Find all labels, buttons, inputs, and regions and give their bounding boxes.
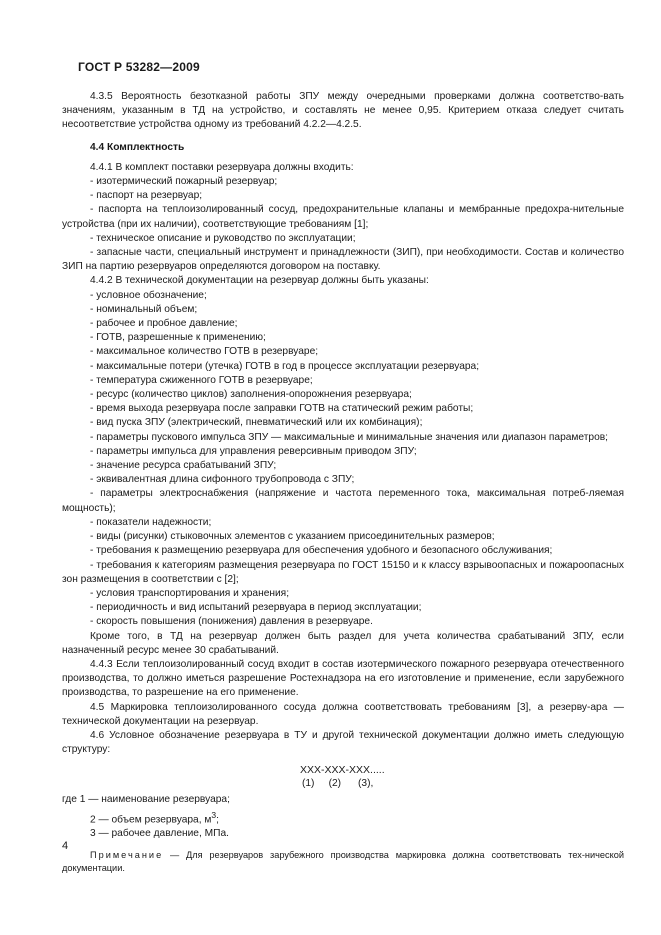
list-item: - запасные части, специальный инструмент и принадлежности (ЗИП), при необходимости. Состав и количество ЗИП на партию резервуаров определяются договором на поставку. bbox=[62, 247, 624, 273]
list-item: - значение ресурса срабатываний ЗПУ; bbox=[90, 460, 277, 472]
legend-item-1: где 1 — наименование резервуара; bbox=[62, 794, 230, 806]
list-item: - параметры импульса для управления реверсивным приводом ЗПУ; bbox=[90, 445, 417, 457]
list-item: - условия транспортирования и хранения; bbox=[90, 587, 290, 599]
section-title-4-4: 4.4 Комплектность bbox=[90, 141, 185, 153]
list-item: - рабочее и пробное давление; bbox=[90, 318, 238, 330]
paragraph-4-3-5: 4.3.5 Вероятность безотказной работы ЗПУ между очередными проверками должна соответство-вать значениям, указанным в ТД на устройство, и составлять не менее 0,95. Критерием отказа следует считать несоответствие устройства одному из требований 4.2.2—4.2.5. bbox=[62, 91, 624, 131]
paragraph-4-4-3: 4.4.3 Если теплоизолированный сосуд входит в состав изотермического пожарного резервуара отечественного производства, то должно иметься разрешение Ростехнадзора на его изготовление и применение, если зарубежного производства, то разрешение на его применение. bbox=[62, 658, 624, 699]
list-item: - требования к категориям размещения резервуара по ГОСТ 15150 и к классу взрывоопасных и пожароопасных зон размещения в соответствии с [2]; bbox=[62, 559, 624, 585]
designation-part-numbers: (1) (2) (3), bbox=[302, 778, 374, 790]
list-item: - паспорта на теплоизолированный сосуд, предохранительные клапаны и мембранные предохра-нительные устройства (при их наличии), соответствующие требованиям [1]; bbox=[62, 204, 624, 230]
list-item: - максимальные потери (утечка) ГОТВ в год в процессе эксплуатации резервуара; bbox=[90, 360, 480, 372]
list-item: - показатели надежности; bbox=[90, 516, 212, 528]
page-header: ГОСТ Р 53282—2009 bbox=[78, 60, 200, 74]
list-item: - требования к размещению резервуара для обеспечения удобного и безопасного обслуживания; bbox=[90, 545, 553, 557]
list-item: - паспорт на резервуар; bbox=[90, 190, 203, 202]
list-item: - температура сжиженного ГОТВ в резервуаре; bbox=[90, 374, 313, 386]
note bbox=[62, 849, 624, 874]
list-item: - виды (рисунки) стыковочных элементов с указанием присоединительных размеров; bbox=[90, 531, 495, 543]
paragraph-4-5: 4.5 Маркировка теплоизолированного сосуда должна соответствовать требованиям [3], а резерву-ара — технической документации на резервуар. bbox=[62, 701, 624, 727]
list-item: - условное обозначение; bbox=[90, 289, 207, 301]
note-label: Примечание bbox=[90, 850, 164, 861]
list-item: - вид пуска ЗПУ (электрический, пневматический или их комбинация); bbox=[90, 417, 423, 429]
list-item: - изотермический пожарный резервуар; bbox=[90, 176, 278, 188]
list-item: - номинальный объем; bbox=[90, 303, 198, 315]
paragraph-4-4-1: 4.4.1 В комплект поставки резервуара должны входить: bbox=[90, 161, 354, 173]
paragraph-4-4-2: 4.4.2 В технической документации на резервуар должны быть указаны: bbox=[90, 275, 429, 287]
list-item: - техническое описание и руководство по эксплуатации; bbox=[90, 232, 356, 244]
list-item: - ГОТВ, разрешенные к применению; bbox=[90, 332, 266, 344]
list-item: - ресурс (количество циклов) заполнения-опорожнения резервуара; bbox=[90, 389, 412, 401]
designation-structure bbox=[62, 763, 624, 793]
list-item: - максимальное количество ГОТВ в резервуаре; bbox=[90, 346, 319, 358]
list-item: - периодичность и вид испытаний резервуара в период эксплуатации; bbox=[90, 602, 422, 614]
paragraph-4-6: 4.6 Условное обозначение резервуара в ТУ и другой технической документации должно иметь следующую структуру: bbox=[62, 729, 624, 756]
list-item: - параметры пускового импульса ЗПУ — максимальные и минимальные значения или диапазон параметров; bbox=[90, 431, 609, 443]
note-text: — Для резервуаров зарубежного производства маркировка должна соответствовать тех-нической документации. bbox=[62, 850, 624, 873]
designation-code: XXX-XXX-XXX..... bbox=[300, 764, 385, 777]
list-item: - скорость повышения (понижения) давления в резервуаре. bbox=[90, 616, 373, 628]
document-body bbox=[62, 90, 624, 884]
page-number: 4 bbox=[62, 840, 69, 852]
superscript: 3 bbox=[211, 809, 217, 820]
legend-item-2: 2 — объем резервуара, $м^3$; bbox=[90, 809, 219, 825]
paragraph-4-4-2-extra: Кроме того, в ТД на резервуар должен быть раздел для учета количества срабатываний ЗПУ, если назначенный ресурс менее 30 срабатываний. bbox=[62, 630, 624, 656]
legend-item-3: 3 — рабочее давление, МПа. bbox=[90, 828, 229, 840]
list-item: - эквивалентная длина сифонного трубопровода с ЗПУ; bbox=[90, 474, 355, 486]
list-item: - параметры электроснабжения (напряжение и частота переменного тока, максимальная потреб-ляемая мощность); bbox=[62, 488, 624, 514]
list-item: - время выхода резервуара после заправки ГОТВ на статический режим работы; bbox=[90, 403, 474, 415]
